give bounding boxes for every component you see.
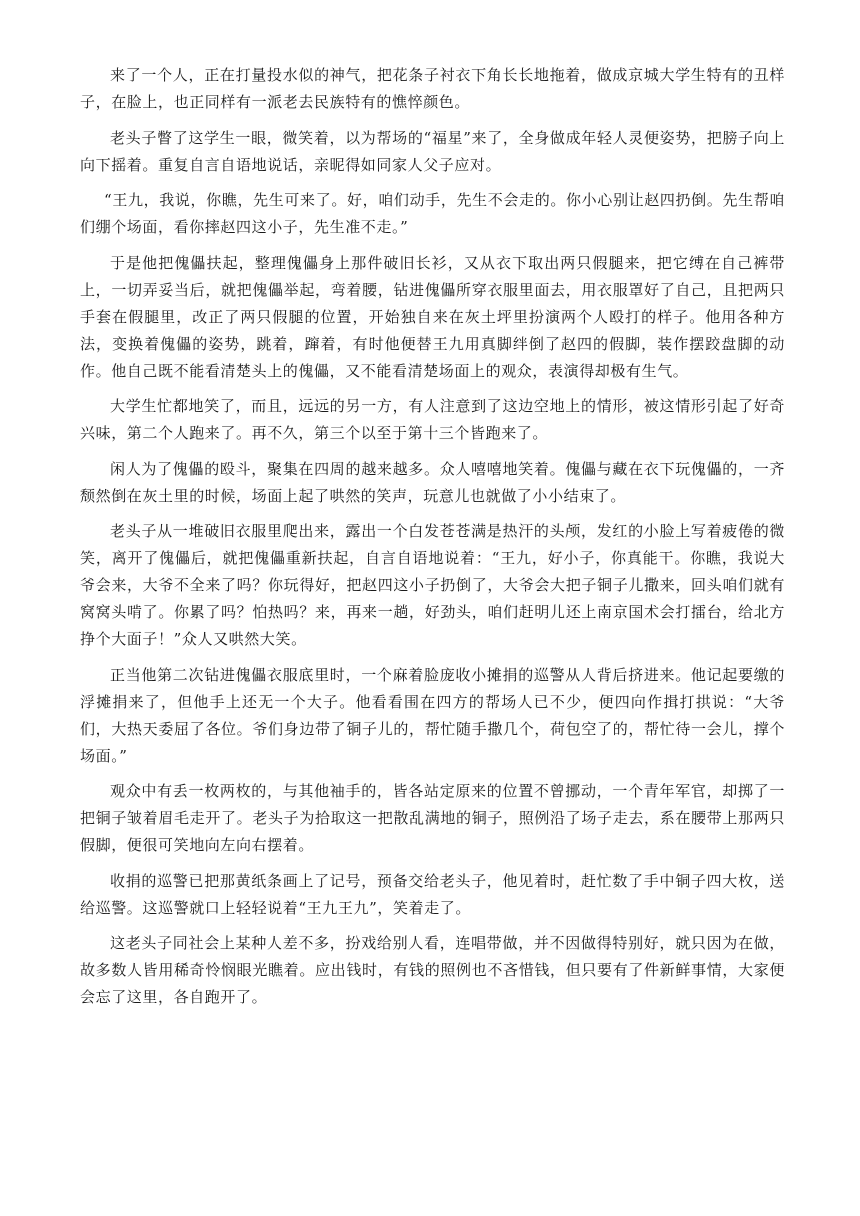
- paragraph: 老头子瞥了这学生一眼，微笑着，以为帮场的“福星”来了，全身做成年轻人灵便姿势，把膀子向上向下摇着。重复自言自语地说话，亲昵得如同家人父子应对。: [80, 128, 785, 174]
- article-body: [80, 62, 785, 1020]
- paragraph: 这老头子同社会上某种人差不多，扮戏给别人看，连唱带做，并不因做得特别好，就只因为在做，故多数人皆用稀奇怜悯眼光瞧着。应出钱时，有钱的照例也不吝惜钱，但只要有了件新鲜事情，大家便会忘了这里，各自跑开了。: [80, 934, 785, 1006]
- paragraph: 收捐的巡警已把那黄纸条画上了记号，预备交给老头子，他见着时，赶忙数了手中铜子四大枚，送给巡警。这巡警就口上轻轻说着“王九王九”，笑着走了。: [80, 871, 785, 917]
- paragraph: 老头子从一堆破旧衣服里爬出来，露出一个白发苍苍满是热汗的头颅，发红的小脸上写着疲倦的微笑，离开了傀儡后，就把傀儡重新扶起，自言自语地说着：“王九，好小子，你真能干。你瞧，我说大爷会来，大爷不全来了吗？你玩得好，把赵四这小子扔倒了，大爷会大把子铜子儿撒来，回头咱们就有窝窝头啃了。你累了吗？怕热吗？来，再来一趟，好劲头，咱们赶明儿还上南京国术会打擂台，给北方挣个大面子！”众人又哄然大笑。: [80, 522, 785, 648]
- paragraph: 大学生忙都地笑了，而且，远远的另一方，有人注意到了这边空地上的情形，被这情形引起了好奇兴味，第二个人跑来了。再不久，第三个以至于第十三个皆跑来了。: [80, 397, 785, 442]
- paragraph: “王九，我说，你瞧，先生可来了。好，咱们动手，先生不会走的。你小心别让赵四扔倒。先生帮咱们绷个场面，看你摔赵四这小子，先生准不走。”: [80, 191, 785, 236]
- paragraph: 闲人为了傀儡的殴斗，聚集在四周的越来越多。众人嘻嘻地笑着。傀儡与藏在衣下玩傀儡的，一齐颓然倒在灰土里的时候，场面上起了哄然的笑声，玩意儿也就做了小小结束了。: [80, 459, 785, 505]
- paragraph: 来了一个人，正在打量投水似的神气，把花条子衬衣下角长长地拖着，做成京城大学生特有的丑样子，在脸上，也正同样有一派老去民族特有的憔悴颜色。: [80, 66, 785, 111]
- paragraph: 正当他第二次钻进傀儡衣服底里时，一个麻着脸庞收小摊捐的巡警从人背后挤进来。他记起要缴的浮摊捐来了，但他手上还无一个大子。他看看围在四方的帮场人已不少，便四向作揖打拱说：“大爷们，大热天委屈了各位。爷们身边带了铜子儿的，帮忙随手撒几个，荷包空了的，帮忙待一会儿，撑个场面。”: [80, 665, 785, 765]
- paragraph: 于是他把傀儡扶起，整理傀儡身上那件破旧长衫，又从衣下取出两只假腿来，把它缚在自己裤带上，一切弄妥当后，就把傀儡举起，弯着腰，钻进傀儡所穿衣服里面去，用衣服罩好了自己，且把两只手套在假腿里，改正了两只假腿的位置，开始独自来在灰土坪里扮演两个人殴打的样子。他用各种方法，变换着傀儡的姿势，跳着，蹿着，有时他便替王九用真脚绊倒了赵四的假脚，装作摆跤盘脚的动作。他自己既不能看清楚头上的傀儡，又不能看清楚场面上的观众，表演得却极有生气。: [80, 253, 785, 380]
- paragraph: 观众中有丢一枚两枚的，与其他袖手的，皆各站定原来的位置不曾挪动，一个青年军官，却掷了一把铜子皱着眉毛走开了。老头子为拾取这一把散乱满地的铜子，照例沿了场子走去，系在腰带上那两只假脚，便很可笑地向左向右摆着。: [80, 782, 785, 854]
